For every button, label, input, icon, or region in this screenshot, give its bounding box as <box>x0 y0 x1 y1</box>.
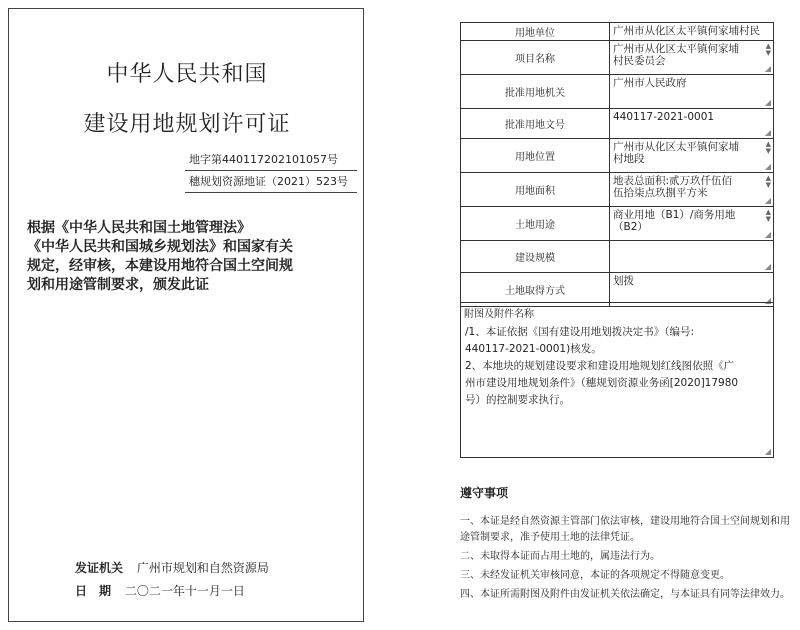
resize-handle-icon[interactable]: ◢ <box>764 128 771 137</box>
table-row <box>461 173 774 207</box>
attachment-line: 州市建设用地规划条件》（穗规划资源业务函[2020]17980 <box>465 377 739 389</box>
issuer-row <box>75 559 269 576</box>
note-item: 三、未经发证机关审核同意，本证的各项规定不得随意变更。 <box>460 570 730 581</box>
table-row <box>461 241 774 273</box>
approval-authority-field[interactable] <box>610 75 774 109</box>
permit-number: 地字第440117202101057号 <box>185 149 357 171</box>
attachments-field[interactable] <box>460 302 774 458</box>
notes-list <box>460 514 790 606</box>
spin-arrows-icon[interactable]: ▲ ▼ <box>765 174 771 189</box>
field-value: 广州市人民政府 <box>613 77 687 89</box>
field-value: 广州市从化区太平镇何家埔村民 <box>613 25 760 37</box>
note-item: 四、本证所需附图及附件由发证机关依法确定，与本证具有同等法律效力。 <box>460 589 790 600</box>
notes-title: 遵守事项 <box>460 486 509 500</box>
row-label: 项目名称 <box>461 41 610 75</box>
row-label: 土地取得方式 <box>461 273 610 307</box>
attachment-line: 440117-2021-0001)核发。 <box>465 343 602 355</box>
resize-handle-icon[interactable]: ◢ <box>764 162 771 171</box>
spin-arrows-icon[interactable]: ▲ ▼ <box>765 42 771 57</box>
resize-handle-icon[interactable]: ◢ <box>764 196 771 205</box>
lead-line: 根据《中华人民共和国土地管理法》 <box>27 220 251 236</box>
field-value: 商业用地（B1）/商务用地 （B2） <box>613 209 736 233</box>
lead-line: 规定，经审核，本建设用地符合国土空间规 <box>27 258 293 274</box>
attachment-line: 号）的控制要求执行。 <box>465 394 570 406</box>
table-row <box>461 23 774 41</box>
row-label: 批准用地文号 <box>461 109 610 139</box>
resize-handle-icon[interactable]: ◢ <box>764 262 771 271</box>
field-value: 划拨 <box>613 275 634 287</box>
approval-number-field[interactable] <box>610 109 774 139</box>
issuer-value: 广州市规划和自然资源局 <box>136 561 269 575</box>
date-label: 日 期 <box>75 584 112 598</box>
attachments-label: 附图及附件名称 <box>464 309 534 320</box>
table-row <box>461 207 774 241</box>
resize-handle-icon[interactable]: ◢ <box>764 447 771 456</box>
row-label: 用地面积 <box>461 173 610 207</box>
row-label: 建设规模 <box>461 241 610 273</box>
attachment-line: 2、本地块的规划建设要求和建设用地规划红线图依照《广 <box>465 360 735 372</box>
lead-line: 划和用途管制要求，颁发此证 <box>27 277 209 293</box>
table-row <box>461 41 774 75</box>
project-name-field[interactable] <box>610 41 774 75</box>
land-info-table <box>460 22 774 307</box>
resize-handle-icon[interactable]: ◢ <box>764 230 771 239</box>
table-row <box>461 139 774 173</box>
land-unit-field[interactable] <box>610 23 774 41</box>
permit-detail-page <box>452 8 792 630</box>
table-row <box>461 109 774 139</box>
title-country: 中华人民共和国 <box>106 62 268 87</box>
issuer-label: 发证机关 <box>75 561 124 575</box>
lead-line: 《中华人民共和国城乡规划法》和国家有关 <box>27 239 293 255</box>
row-label: 用地位置 <box>461 139 610 173</box>
spin-arrows-icon[interactable]: ▲ ▼ <box>765 140 771 155</box>
lead-paragraph <box>27 219 361 295</box>
note-item: 一、本证是经自然资源主管部门依法审核，建设用地符合国土空间规划和用途管制要求，准予使用土地的法律凭证。 <box>460 516 790 543</box>
attachment-line: /1、本证依据《国有建设用地划拨决定书》（编号: <box>465 326 695 338</box>
field-value: 广州市从化区太平镇何家埔 村地段 <box>613 141 739 165</box>
reference-number: 穗规划资源地证（2021）523号 <box>185 171 357 193</box>
land-use-field[interactable] <box>610 207 774 241</box>
land-location-field[interactable] <box>610 139 774 173</box>
attachments-text <box>461 322 773 411</box>
land-area-field[interactable] <box>610 173 774 207</box>
table-row <box>461 75 774 109</box>
note-item: 二、未取得本证而占用土地的，属违法行为。 <box>460 551 660 562</box>
resize-handle-icon[interactable]: ◢ <box>764 296 771 305</box>
row-label: 用地单位 <box>461 23 610 41</box>
spin-arrows-icon[interactable]: ▲ ▼ <box>765 208 771 223</box>
field-value: 地表总面积:贰万玖仟伍佰 伍拾柒点玖捌平方米 <box>613 175 733 199</box>
row-label: 土地用途 <box>461 207 610 241</box>
permit-cover-page <box>8 8 364 622</box>
resize-handle-icon[interactable]: ◢ <box>764 98 771 107</box>
field-value: 440117-2021-0001 <box>613 111 715 123</box>
construction-scale-field[interactable] <box>610 241 774 273</box>
date-row <box>75 582 245 599</box>
resize-handle-icon[interactable]: ◢ <box>764 64 771 73</box>
date-value: 二〇二一年十一月一日 <box>124 584 245 598</box>
title-permit: 建设用地规划许可证 <box>83 112 291 137</box>
field-value <box>610 241 773 245</box>
row-label: 批准用地机关 <box>461 75 610 109</box>
field-value: 广州市从化区太平镇何家埔 村民委员会 <box>613 43 739 67</box>
